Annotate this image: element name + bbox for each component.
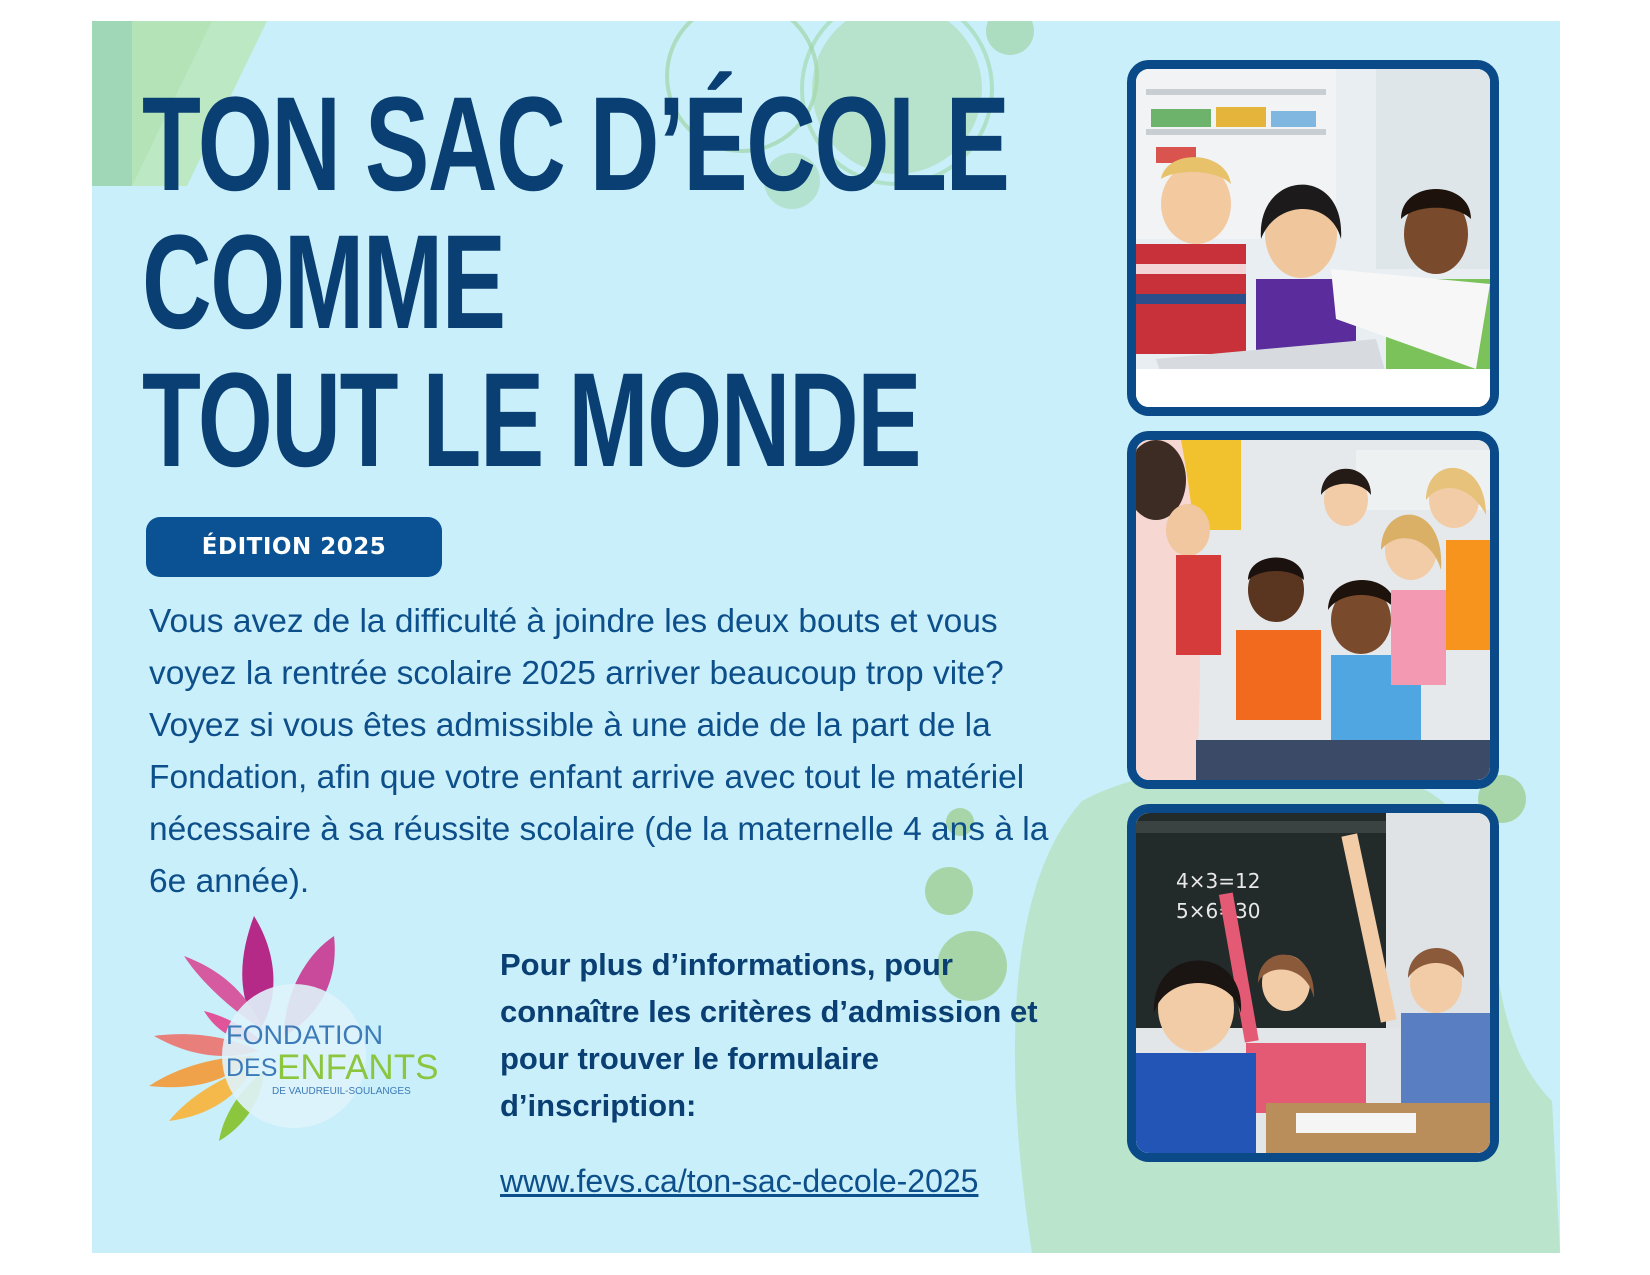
students-raising-hands-photo xyxy=(1136,813,1490,1153)
children-sitting-in-circle-photo xyxy=(1136,440,1490,780)
title-line-1: TON SAC D’ÉCOLE xyxy=(142,70,1009,219)
fondation-logo xyxy=(144,916,444,1156)
logo-line-3: DE VAUDREUIL-SOULANGES xyxy=(272,1086,411,1097)
svg-text:5×6=30: 5×6=30 xyxy=(1176,899,1261,923)
edition-badge: ÉDITION 2025 xyxy=(146,517,442,577)
description-text: Vous avez de la difficulté à joindre les deux bouts et vous voyez la rentrée scolaire 2025 arriver beaucoup trop vite? Voyez si vous êtes admissible à une aide de la part de la Fondation, afin que votre enfant arrive avec tout le matériel nécessaire à sa réussite scolaire (de la maternelle 4 ans à la 6e année). xyxy=(149,603,1049,900)
logo-line-2a: DES xyxy=(226,1054,278,1082)
flyer-poster xyxy=(92,21,1560,1253)
logo-line-1: FONDATION xyxy=(226,1020,383,1050)
info-text: Pour plus d’informations, pour connaître les critères d’admission et pour trouver le formulaire d’inscription: xyxy=(500,947,1038,1123)
chalkboard-text: 4×3=12 xyxy=(1176,869,1261,893)
title-line-3: TOUT LE MONDE xyxy=(142,346,921,495)
photo-students-raising-hands xyxy=(1127,804,1499,1162)
logo-line-2b: ENFANTS xyxy=(277,1048,439,1087)
title-line-2: COMME xyxy=(142,208,505,357)
photo-children-circle xyxy=(1127,431,1499,789)
children-reading-book-photo xyxy=(1136,69,1490,407)
page-title xyxy=(142,70,1009,495)
photo-children-reading xyxy=(1127,60,1499,416)
registration-link[interactable]: www.fevs.ca/ton-sac-decole-2025 xyxy=(500,1163,979,1199)
